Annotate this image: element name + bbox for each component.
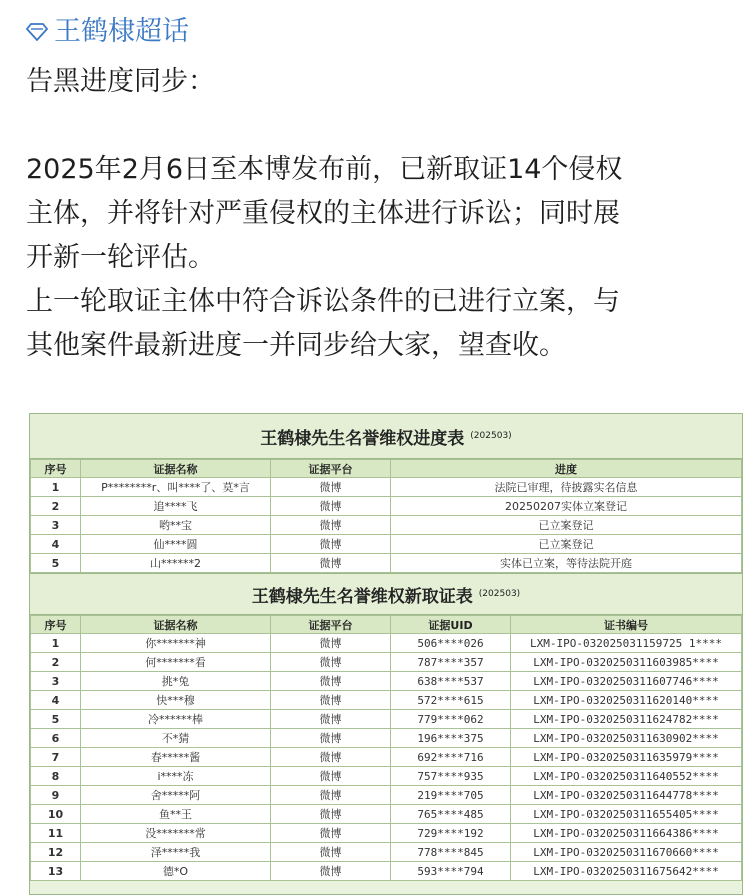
table-cell: 你*******神 [81, 634, 271, 653]
table-cell: 787****357 [391, 653, 511, 672]
table-cell: 2 [31, 653, 81, 672]
table-cell: P********r、叫****了、莫*言 [81, 478, 271, 497]
post-image-table[interactable] [29, 413, 743, 895]
table-cell: LXM-IPO-0320250311630902**** [511, 729, 742, 748]
header-cell: 证据平台 [271, 460, 391, 478]
table-cell: 仙****圆 [81, 535, 271, 554]
table-cell: 微博 [271, 672, 391, 691]
table-row [31, 516, 742, 535]
table-cell: 快***穆 [81, 691, 271, 710]
table-cell: 765****485 [391, 805, 511, 824]
table-cell: 微博 [271, 767, 391, 786]
post-body [26, 60, 731, 368]
header-cell: 证据平台 [271, 616, 391, 634]
table-cell: LXM-IPO-0320250311675642**** [511, 862, 742, 881]
post-line: 2025年2月6日至本博发布前，已新取证14个侵权 [26, 154, 623, 185]
table-row [31, 748, 742, 767]
table-cell: 4 [31, 691, 81, 710]
table-cell: 13 [31, 862, 81, 881]
table-cell: 1 [31, 478, 81, 497]
table-cell: 3 [31, 516, 81, 535]
table-cell: 8 [31, 767, 81, 786]
table-row [31, 634, 742, 653]
table-row [31, 653, 742, 672]
table-cell: 593****794 [391, 862, 511, 881]
table-cell: 757****935 [391, 767, 511, 786]
table-cell: 638****537 [391, 672, 511, 691]
table-row [31, 786, 742, 805]
table-cell: 778****845 [391, 843, 511, 862]
table-row [31, 691, 742, 710]
table-row [31, 554, 742, 573]
supertopic-link[interactable] [26, 14, 189, 50]
table-row [31, 767, 742, 786]
table-header-row [31, 460, 742, 478]
post-line: 告黑进度同步： [26, 66, 215, 97]
table-cell: LXM-IPO-0320250311670660**** [511, 843, 742, 862]
header-cell: 证书编号 [511, 616, 742, 634]
table-cell: 微博 [271, 634, 391, 653]
table-row [31, 478, 742, 497]
table-cell: 法院已审理，待披露实名信息 [391, 478, 742, 497]
table-cell: LXM-IPO-0320250311644778**** [511, 786, 742, 805]
table-cell: 微博 [271, 691, 391, 710]
table-cell: 692****716 [391, 748, 511, 767]
table-cell: 微博 [271, 653, 391, 672]
table-cell: 微博 [271, 535, 391, 554]
table-cell: 舍*****阿 [81, 786, 271, 805]
table-cell: 不*猜 [81, 729, 271, 748]
table-cell: 6 [31, 729, 81, 748]
table-row [31, 672, 742, 691]
table-cell: LXM-IPO-032025031159725 1**** [511, 634, 742, 653]
table-cell: 7 [31, 748, 81, 767]
evidence-table [30, 615, 742, 881]
post-line: 开新一轮评估。 [26, 242, 215, 273]
table-cell: 没*******常 [81, 824, 271, 843]
table-cell: 微博 [271, 710, 391, 729]
table-cell: 196****375 [391, 729, 511, 748]
table-cell: 10 [31, 805, 81, 824]
table-cell: 微博 [271, 748, 391, 767]
table-cell: 已立案登记 [391, 516, 742, 535]
table-cell: 微博 [271, 862, 391, 881]
table-cell: 729****192 [391, 824, 511, 843]
table-cell: LXM-IPO-0320250311620140**** [511, 691, 742, 710]
header-cell: 证据名称 [81, 460, 271, 478]
table-cell: 4 [31, 535, 81, 554]
table-cell: 20250207实体立案登记 [391, 497, 742, 516]
table-cell: LXM-IPO-0320250311624782**** [511, 710, 742, 729]
table2-title: 王鹤棣先生名誉维权新取证表 (202503) [30, 573, 742, 615]
header-cell: 证据名称 [81, 616, 271, 634]
post-line: 其他案件最新进度一并同步给大家，望查收。 [26, 330, 566, 361]
table-cell: 微博 [271, 805, 391, 824]
table-cell: 实体已立案，等待法院开庭 [391, 554, 742, 573]
post-line: 主体，并将针对严重侵权的主体进行诉讼；同时展 [26, 198, 620, 229]
table-row [31, 862, 742, 881]
table-cell: 5 [31, 710, 81, 729]
diamond-icon [26, 23, 48, 41]
table-row [31, 497, 742, 516]
table-cell: 春*****酱 [81, 748, 271, 767]
table-cell: 2 [31, 497, 81, 516]
table-cell: 506****026 [391, 634, 511, 653]
table-cell: 微博 [271, 824, 391, 843]
table-cell: 微博 [271, 478, 391, 497]
table-cell: 微博 [271, 729, 391, 748]
table1-title: 王鹤棣先生名誉维权进度表 (202503) [30, 414, 742, 459]
table-cell: 微博 [271, 843, 391, 862]
table-cell: 微博 [271, 554, 391, 573]
post-line: 上一轮取证主体中符合诉讼条件的已进行立案，与 [26, 286, 620, 317]
table-cell: 泽*****我 [81, 843, 271, 862]
table-cell: 鱼**王 [81, 805, 271, 824]
table-cell: 德*O [81, 862, 271, 881]
table-row [31, 535, 742, 554]
table-cell: LXM-IPO-0320250311635979**** [511, 748, 742, 767]
table-cell: 779****062 [391, 710, 511, 729]
table-cell: 572****615 [391, 691, 511, 710]
table-cell: 9 [31, 786, 81, 805]
table-cell: 追****飞 [81, 497, 271, 516]
header-cell: 序号 [31, 460, 81, 478]
table-cell: 11 [31, 824, 81, 843]
table-row [31, 710, 742, 729]
progress-table [30, 459, 742, 573]
table-cell: 微博 [271, 516, 391, 535]
table-row [31, 805, 742, 824]
table-cell: 哟**宝 [81, 516, 271, 535]
table-row [31, 729, 742, 748]
table-cell: 挑*兔 [81, 672, 271, 691]
table-cell: 219****705 [391, 786, 511, 805]
table-row [31, 843, 742, 862]
table-cell: 已立案登记 [391, 535, 742, 554]
header-cell: 证据UID [391, 616, 511, 634]
table-cell: LXM-IPO-0320250311603985**** [511, 653, 742, 672]
table-cell: i****冻 [81, 767, 271, 786]
supertopic-label: 王鹤棣超话 [54, 16, 189, 47]
table-cell: LXM-IPO-0320250311664386**** [511, 824, 742, 843]
table-cell: 12 [31, 843, 81, 862]
table-cell: 冷******棒 [81, 710, 271, 729]
table-cell: LXM-IPO-0320250311640552**** [511, 767, 742, 786]
table-header-row [31, 616, 742, 634]
table-cell: 微博 [271, 497, 391, 516]
table-cell: 1 [31, 634, 81, 653]
table-cell: 5 [31, 554, 81, 573]
table-cell: LXM-IPO-0320250311655405**** [511, 805, 742, 824]
table-cell: 微博 [271, 786, 391, 805]
table-cell: LXM-IPO-0320250311607746**** [511, 672, 742, 691]
header-cell: 进度 [391, 460, 742, 478]
table-cell: 何*******看 [81, 653, 271, 672]
table-cell: 山******2 [81, 554, 271, 573]
table-cell: 3 [31, 672, 81, 691]
header-cell: 序号 [31, 616, 81, 634]
table-row [31, 824, 742, 843]
